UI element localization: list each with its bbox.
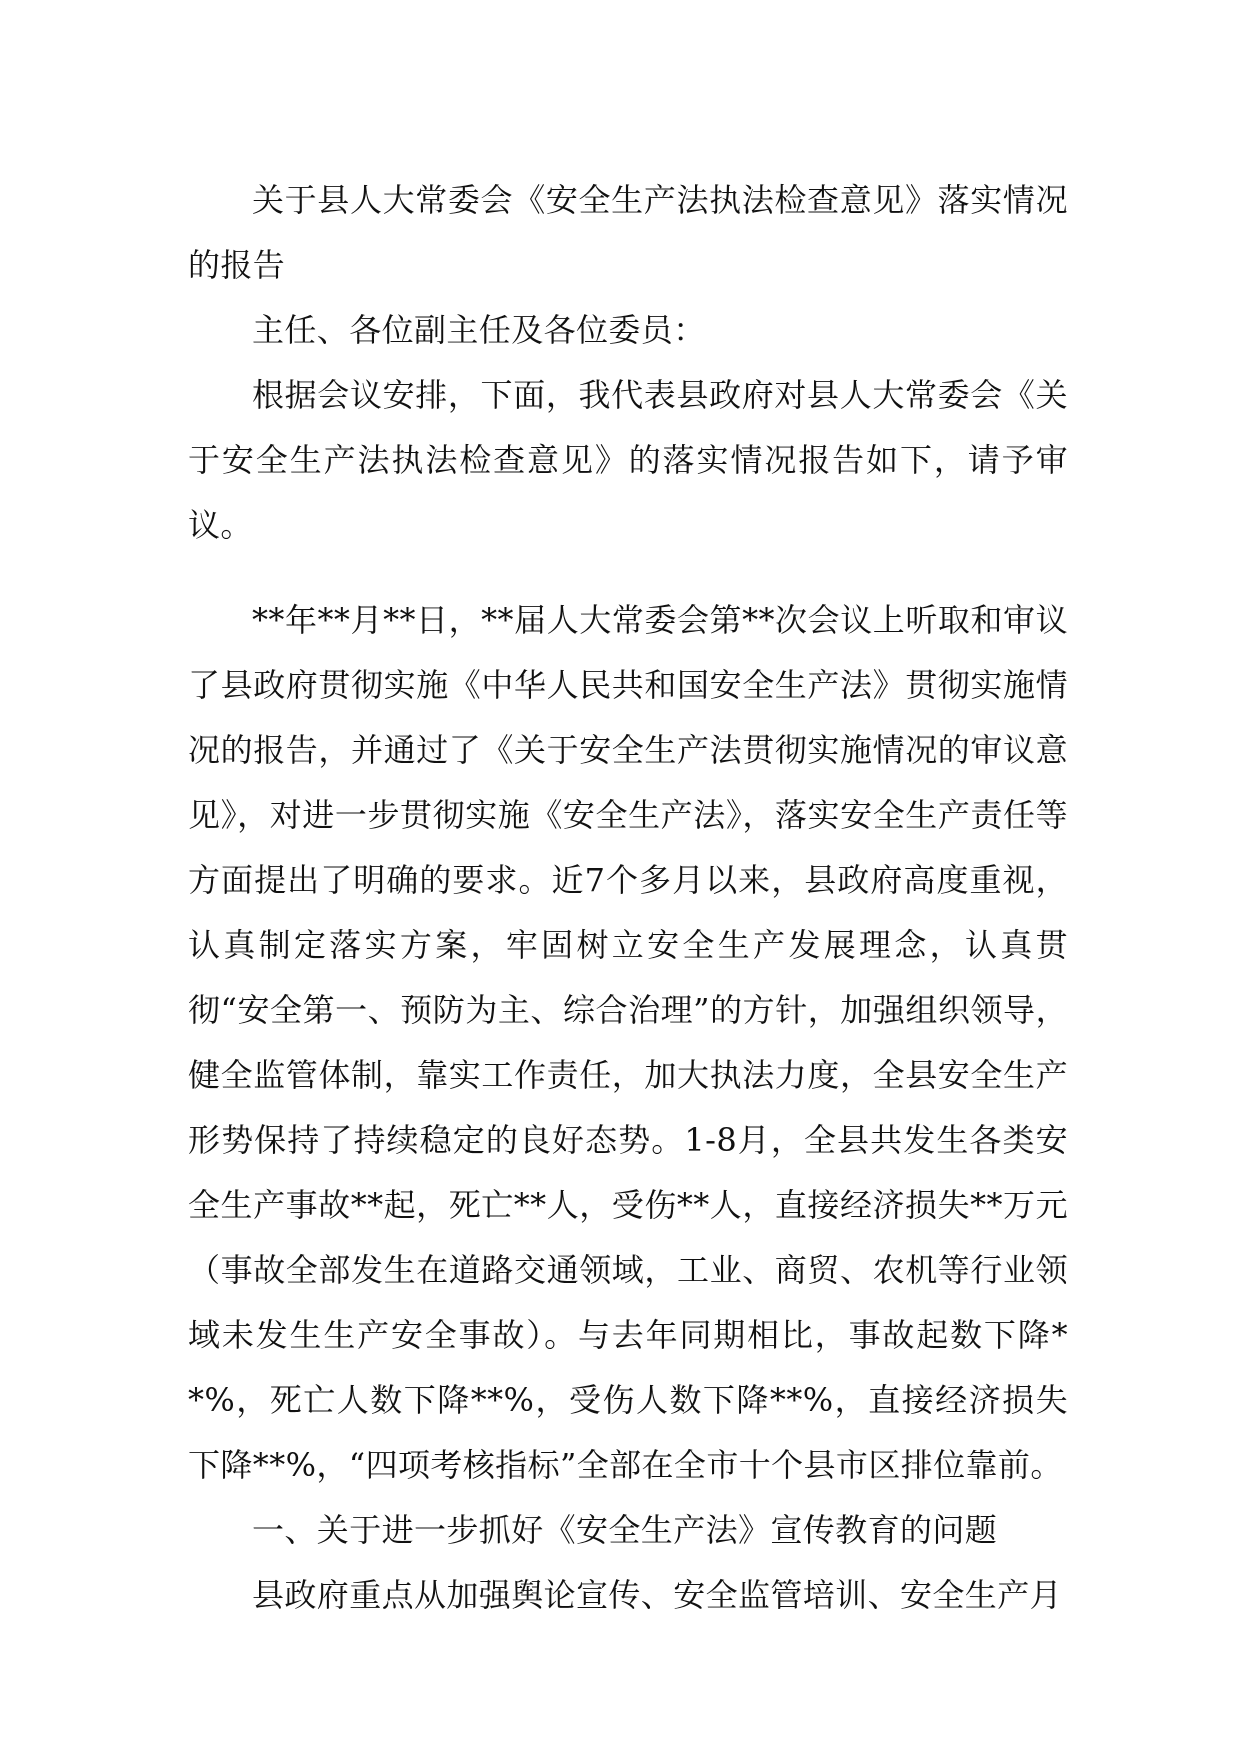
summary-paragraph: **年**月**日，**届人大常委会第**次会议上听取和审议了县政府贯彻实施《中华人民共和国安全生产法》贯彻实施情况的报告，并通过了《关于安全生产法贯彻实施情况的审议意见》，对进一步贯彻实施《安全生产法》，落实安全生产责任等方面提出了明确的要求。近7个多月以来，县政府高度重视，认真制定落实方案，牢固树立安全生产发展理念，认真贯彻“安全第一、预防为主、综合治理”的方针，加强组织领导，健全监管体制，靠实工作责任，加大执法力度，全县安全生产形势保持了持续稳定的良好态势。1-8月，全县共发生各类安全生产事故**起，死亡**人，受伤**人，直接经济损失**万元（事故全部发生在道路交通领域，工业、商贸、农机等行业领域未发生生产安全事故）。与去年同期相比，事故起数下降**%，死亡人数下降**%，受伤人数下降**%，直接经济损失下降**%，“四项考核指标”全部在全市十个县市区排位靠前。	[188, 601, 1068, 1484]
document-title: 关于县人大常委会《安全生产法执法检查意见》落实情况的报告	[188, 181, 1068, 284]
document-body	[188, 168, 1068, 1628]
section-heading: 一、关于进一步抓好《安全生产法》宣传教育的问题	[252, 1511, 998, 1549]
salutation: 主任、各位副主任及各位委员：	[252, 311, 706, 349]
intro-paragraph: 根据会议安排，下面，我代表县政府对县人大常委会《关于安全生产法执法检查意见》的落实情况报告如下，请予审议。	[188, 376, 1068, 544]
section-paragraph: 县政府重点从加强舆论宣传、安全监管培训、安全生产月	[252, 1576, 1063, 1614]
